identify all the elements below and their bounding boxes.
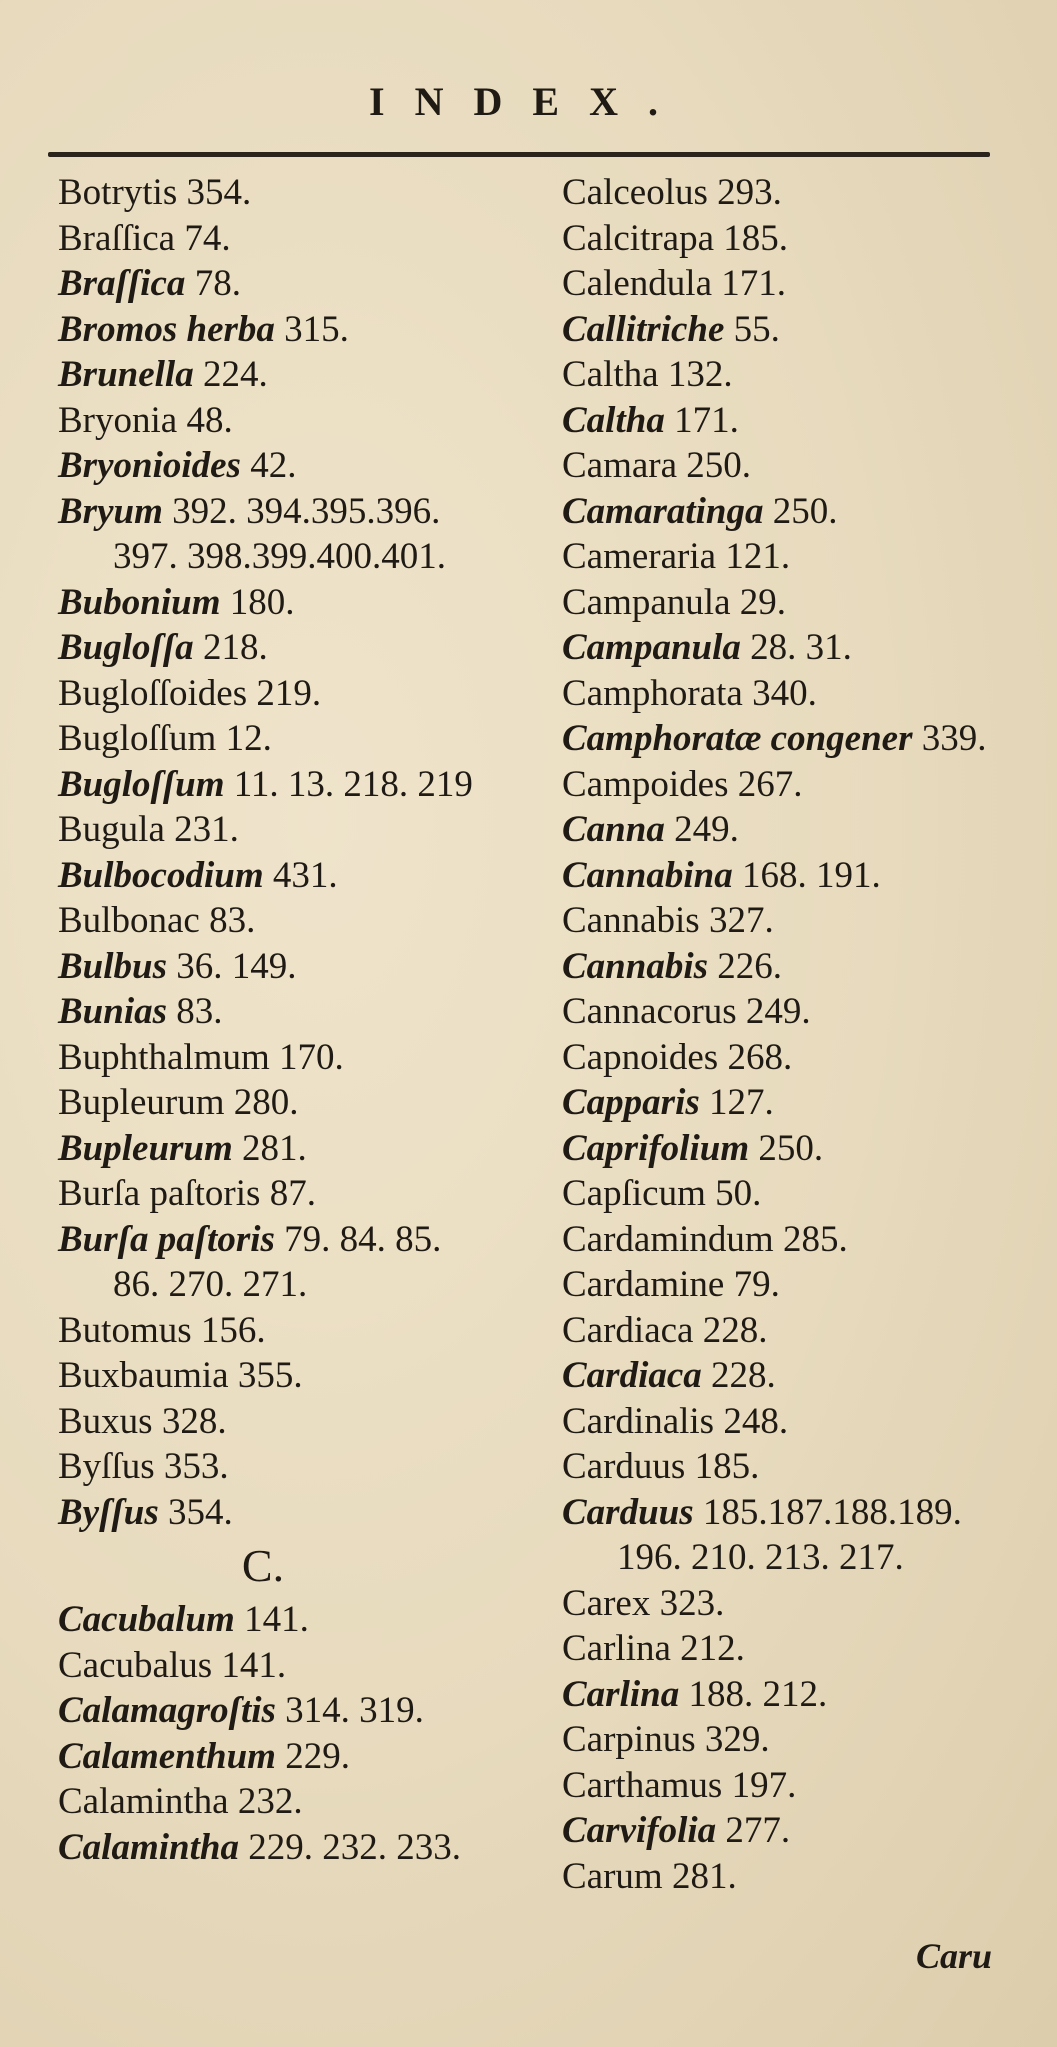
entry-page-numbers: 29. (739, 581, 787, 623)
index-entry (58, 1444, 528, 1490)
entry-term: Carthamus (562, 1764, 723, 1806)
index-entry (58, 1353, 528, 1399)
entry-page-numbers: 329. (704, 1719, 770, 1760)
entry-page-numbers: 431. (272, 854, 338, 896)
entry-page-numbers: 229. 232. 233. (248, 1826, 461, 1868)
entry-page-numbers: 218. (202, 627, 268, 668)
entry-page-numbers: 42. (250, 445, 297, 486)
index-entry (58, 716, 528, 762)
heading-letter: C. (241, 1540, 285, 1591)
index-entry (58, 1597, 528, 1643)
entry-term: Cardinalis (562, 1400, 715, 1442)
entry-term: Caltha (562, 399, 665, 441)
entry-page-numbers: 185.187.188.189. (702, 1491, 962, 1533)
entry-page-numbers: 168. 191. (741, 854, 881, 896)
entry-page-numbers: 87. (269, 1173, 316, 1214)
entry-page-numbers: 79. 84. 85. (284, 1218, 442, 1260)
entry-page-numbers: 219. (256, 672, 322, 714)
index-entry (58, 625, 528, 671)
entry-page-numbers: 74. (184, 217, 231, 259)
entry-term: Carvifolia (562, 1810, 717, 1851)
index-entry (58, 898, 528, 944)
entry-page-numbers: 36. 149. (176, 945, 297, 987)
entry-page-numbers: 141. (221, 1644, 287, 1686)
entry-term: Capnoides (562, 1036, 719, 1078)
entry-term: Bupleurum (58, 1127, 233, 1169)
index-entry (58, 853, 528, 899)
entry-term: Bugloſſum (58, 763, 225, 805)
entry-page-numbers: 397. 398.399.400.401. (113, 536, 446, 577)
entry-page-numbers: 83. (176, 991, 223, 1032)
entry-page-numbers: 232. (237, 1781, 303, 1822)
entry-term: Calamenthum (58, 1735, 276, 1777)
entry-page-numbers: 328. (161, 1400, 227, 1442)
entry-page-numbers: 180. (229, 581, 295, 623)
entry-page-numbers: 141. (244, 1599, 309, 1640)
entry-page-numbers: 55. (733, 308, 780, 350)
entry-page-numbers: 121. (725, 536, 791, 577)
entry-term: Butomus (58, 1309, 192, 1351)
index-entry (562, 307, 1032, 353)
index-entry (562, 489, 1032, 535)
entry-page-numbers: 171. (674, 399, 739, 441)
entry-term: Bugula (58, 809, 165, 850)
entry-page-numbers: 229. (285, 1735, 350, 1777)
index-entry (562, 1217, 1032, 1263)
entry-term: Bryonioides (58, 445, 241, 486)
catchword: Caru (915, 1936, 992, 1976)
entry-page-numbers: 127. (709, 1082, 774, 1123)
entry-term: Calamintha (58, 1781, 229, 1822)
index-entry (58, 1734, 528, 1780)
entry-term: Byſſus (58, 1491, 159, 1533)
index-entry (58, 352, 528, 398)
entry-page-numbers: 228. (711, 1355, 776, 1396)
entry-term: Burſa paſtoris (58, 1173, 261, 1214)
entry-page-numbers: 277. (725, 1810, 791, 1851)
index-entry (58, 671, 528, 717)
entry-page-numbers: 11. 13. 218. 219 (233, 763, 473, 805)
entry-term: Bulbonac (58, 900, 200, 941)
index-entry (58, 1399, 528, 1445)
index-entry (562, 443, 1032, 489)
entry-page-numbers: 228. (702, 1309, 768, 1351)
entry-term: Cannabis (562, 900, 700, 941)
entry-term: Bupleurum (58, 1082, 225, 1123)
index-entry (562, 807, 1032, 853)
entry-page-numbers: 268. (727, 1036, 793, 1078)
index-entry (562, 1626, 1032, 1672)
index-entry (58, 580, 528, 626)
entry-term: Bunias (58, 991, 168, 1032)
entry-term: Bryonia (58, 399, 178, 441)
entry-term: Cacubalus (58, 1644, 213, 1686)
index-entry (58, 1490, 528, 1536)
entry-page-numbers: 327. (708, 900, 774, 941)
entry-page-numbers: 249. (674, 809, 739, 850)
entry-term: Cardamindum (562, 1218, 774, 1260)
entry-term: Carlina (562, 1673, 680, 1715)
entry-page-numbers: 280. (233, 1082, 299, 1123)
index-entry (562, 625, 1032, 671)
entry-page-numbers: 354. (167, 1491, 233, 1533)
entry-page-numbers: 248. (723, 1400, 789, 1442)
entry-term: Campanula (562, 581, 731, 623)
index-entry (562, 898, 1032, 944)
entry-page-numbers: 197. (731, 1764, 797, 1806)
entry-term: Caltha (562, 354, 659, 395)
entry-term: Braſſica (58, 217, 176, 259)
entry-page-numbers: 339. (921, 718, 987, 759)
header-rule (48, 152, 990, 157)
entry-page-numbers: 314. 319. (285, 1690, 424, 1731)
index-entry (58, 216, 528, 262)
entry-term: Brunella (58, 354, 194, 395)
entry-term: Cardiaca (562, 1309, 694, 1351)
entry-page-numbers: 249. (745, 991, 811, 1032)
entry-term: Bryum (58, 490, 163, 532)
index-entry (562, 1717, 1032, 1763)
index-entry (562, 216, 1032, 262)
index-entry (562, 762, 1032, 808)
entry-term: Botrytis (58, 172, 178, 213)
entry-page-numbers: 185. (694, 1446, 760, 1487)
entry-term: Braſſica (58, 263, 186, 304)
entry-term: Cannabina (562, 854, 733, 896)
index-entry (562, 1763, 1032, 1809)
index-entry (58, 170, 528, 216)
index-entry (58, 1126, 528, 1172)
index-column-right (562, 170, 1032, 1899)
section-letter-heading (58, 1535, 528, 1597)
index-entry (58, 1688, 528, 1734)
index-entry (562, 170, 1032, 216)
index-entry (58, 261, 528, 307)
entry-page-numbers: 267. (737, 763, 803, 805)
index-entry (562, 580, 1032, 626)
entry-page-numbers: 355. (237, 1355, 303, 1396)
entry-page-numbers: 188. 212. (688, 1673, 828, 1715)
entry-page-numbers: 392. 394.395.396. (172, 490, 441, 532)
entry-page-numbers: 48. (186, 399, 233, 441)
entry-page-numbers: 132. (667, 354, 733, 395)
index-entry (58, 307, 528, 353)
index-entry (58, 1171, 528, 1217)
index-entry (562, 671, 1032, 717)
entry-term: Buxus (58, 1400, 153, 1442)
index-entry (562, 1854, 1032, 1900)
index-entry (562, 1262, 1032, 1308)
entry-term: Carduus (562, 1491, 694, 1533)
index-entry-continuation (58, 534, 528, 580)
entry-page-numbers: 196. 210. 213. 217. (617, 1537, 904, 1578)
index-entry (562, 1581, 1032, 1627)
entry-term: Campoides (562, 763, 729, 805)
entry-term: Camara (562, 445, 678, 486)
index-entry (562, 853, 1032, 899)
index-entry (562, 1490, 1032, 1536)
entry-term: Bugloſſa (58, 627, 194, 668)
entry-term: Carpinus (562, 1719, 696, 1760)
entry-term: Canna (562, 809, 665, 850)
index-entry (562, 989, 1032, 1035)
entry-term: Calceolus (562, 172, 708, 213)
entry-term: Cardamine (562, 1264, 725, 1305)
entry-page-numbers: 79. (733, 1264, 780, 1305)
entry-term: Camphoratæ congener (562, 718, 913, 759)
index-entry (562, 1080, 1032, 1126)
entry-page-numbers: 231. (174, 809, 239, 850)
entry-term: Carex (562, 1582, 651, 1624)
entry-term: Camaratinga (562, 490, 764, 532)
entry-page-numbers: 285. (782, 1218, 848, 1260)
entry-page-numbers: 50. (715, 1173, 762, 1214)
index-entry-continuation (562, 1535, 1032, 1581)
index-entry (562, 1808, 1032, 1854)
index-entry (562, 352, 1032, 398)
entry-term: Cardiaca (562, 1355, 702, 1396)
entry-page-numbers: 224. (202, 354, 268, 395)
index-entry (58, 1080, 528, 1126)
entry-page-numbers: 12. (225, 718, 272, 759)
index-entry (562, 1171, 1032, 1217)
entry-page-numbers: 281. (242, 1127, 307, 1169)
entry-page-numbers: 226. (717, 945, 783, 987)
entry-page-numbers: 315. (284, 308, 349, 350)
entry-page-numbers: 281. (671, 1855, 737, 1897)
entry-page-numbers: 250. (772, 490, 838, 532)
index-entry (562, 534, 1032, 580)
entry-page-numbers: 83. (209, 900, 256, 941)
entry-page-numbers: 86. 270. 271. (113, 1264, 308, 1305)
entry-term: Byſſus (58, 1446, 155, 1487)
entry-term: Buxbaumia (58, 1355, 229, 1396)
entry-page-numbers: 340. (752, 672, 817, 714)
index-entry (58, 398, 528, 444)
index-entry (562, 1399, 1032, 1445)
index-entry (58, 1217, 528, 1263)
entry-page-numbers: 212. (680, 1628, 745, 1669)
entry-term: Bulbus (58, 945, 168, 987)
index-entry (58, 762, 528, 808)
index-entry (562, 1126, 1032, 1172)
index-entry (562, 716, 1032, 762)
entry-term: Carlina (562, 1628, 671, 1669)
entry-term: Bubonium (58, 581, 221, 623)
entry-term: Bugloſſoides (58, 672, 248, 714)
index-entry (562, 1672, 1032, 1718)
entry-page-numbers: 250. (686, 445, 752, 486)
entry-term: Cannabis (562, 945, 709, 987)
index-entry (58, 1643, 528, 1689)
index-entry (562, 1444, 1032, 1490)
index-column-left (58, 170, 528, 1870)
entry-term: Calendula (562, 263, 713, 304)
index-entry (58, 807, 528, 853)
index-entry (562, 1353, 1032, 1399)
entry-term: Burſa paſtoris (58, 1218, 275, 1260)
index-entry (58, 1308, 528, 1354)
entry-term: Cacubalum (58, 1599, 235, 1640)
entry-term: Callitriche (562, 308, 725, 350)
entry-term: Caprifolium (562, 1127, 750, 1169)
entry-page-numbers: 185. (723, 217, 789, 259)
index-entry (58, 989, 528, 1035)
entry-term: Campanula (562, 627, 741, 668)
entry-term: Bulbocodium (58, 854, 264, 896)
index-entry (562, 261, 1032, 307)
index-entry (58, 1825, 528, 1871)
index-entry (58, 944, 528, 990)
entry-term: Calamagroſtis (58, 1690, 276, 1731)
entry-term: Calcitrapa (562, 217, 715, 259)
page-title: INDEX. (369, 79, 688, 124)
entry-term: Carduus (562, 1446, 686, 1487)
entry-term: Cameraria (562, 536, 717, 577)
entry-page-numbers: 28. 31. (750, 627, 852, 668)
entry-term: Capparis (562, 1082, 700, 1123)
entry-page-numbers: 156. (200, 1309, 266, 1351)
entry-page-numbers: 250. (758, 1127, 824, 1169)
index-entry (58, 489, 528, 535)
index-entry (562, 1308, 1032, 1354)
entry-term: Bromos herba (58, 308, 275, 350)
entry-page-numbers: 293. (717, 172, 782, 213)
entry-page-numbers: 353. (163, 1446, 229, 1487)
entry-page-numbers: 323. (659, 1582, 725, 1624)
entry-term: Buphthalmum (58, 1036, 270, 1078)
index-entry (58, 443, 528, 489)
index-entry (562, 944, 1032, 990)
index-entry (58, 1035, 528, 1081)
index-entry-continuation (58, 1262, 528, 1308)
entry-page-numbers: 170. (278, 1036, 344, 1078)
entry-page-numbers: 354. (186, 172, 252, 213)
entry-term: Calamintha (58, 1826, 239, 1868)
entry-term: Capſicum (562, 1173, 706, 1214)
entry-term: Bugloſſum (58, 718, 217, 759)
index-entry (562, 1035, 1032, 1081)
entry-term: Carum (562, 1855, 663, 1897)
entry-page-numbers: 171. (721, 263, 787, 304)
index-entry (58, 1779, 528, 1825)
index-entry (562, 398, 1032, 444)
entry-page-numbers: 78. (194, 263, 241, 304)
entry-term: Camphorata (562, 672, 743, 714)
entry-term: Cannacorus (562, 991, 737, 1032)
